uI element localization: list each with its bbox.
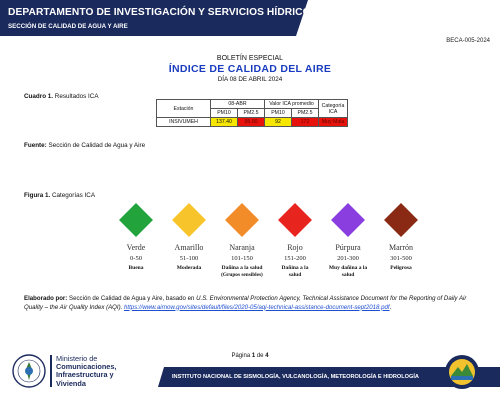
sub-header-pm25: PM2.5 <box>238 109 265 118</box>
value-cell: 92 <box>265 118 292 127</box>
category-diamond-icon <box>225 203 259 237</box>
category-diamond-icon <box>278 203 312 237</box>
category-range: 101-150 <box>231 255 253 262</box>
insivumeh-logo-icon <box>444 354 480 390</box>
elaborated-label: Elaborado por: <box>24 295 68 302</box>
guatemala-seal-icon <box>12 354 46 388</box>
category-name: Rojo <box>287 243 303 252</box>
category-name: Púrpura <box>335 243 361 252</box>
ica-results-table <box>156 99 348 127</box>
category-label: Moderada <box>176 265 202 271</box>
category-name: Marrón <box>389 243 413 252</box>
sub-header-avg-pm25: PM2.5 <box>292 109 319 118</box>
category-name: Verde <box>126 243 146 252</box>
value-cell: 172 <box>292 118 319 127</box>
category-range: 51-100 <box>179 255 199 262</box>
elaborated-end: . <box>389 303 392 311</box>
elaborated-by-note <box>24 295 480 312</box>
category-range: 301-500 <box>390 255 412 262</box>
bulletin-date: DÍA 08 DE ABRIL 2024 <box>217 76 283 83</box>
sub-header-pm10: PM10 <box>211 109 238 118</box>
station-header: Estación <box>157 100 211 118</box>
document-id: BECA-005-2024 <box>446 38 490 44</box>
category-diamond-icon <box>119 203 153 237</box>
table-caption-label: Cuadro 1. <box>24 93 54 100</box>
avg-group-header: Valor ICA promedio <box>265 100 319 109</box>
category-extra: (Grupos sensibles) <box>221 272 263 279</box>
bulletin-kind: BOLETÍN ESPECIAL <box>216 55 284 62</box>
category-diamond-icon <box>384 203 418 237</box>
ministry-line: Ministerio de <box>56 354 98 363</box>
value-cell: 137.40 <box>211 118 238 127</box>
figure-caption <box>24 192 95 199</box>
category-naranja <box>216 208 268 278</box>
date-group-header: 08-ABR <box>211 100 265 109</box>
category-name: Amarillo <box>174 243 204 252</box>
station-cell: INSIVUMEH <box>157 118 211 127</box>
page-mid: de <box>255 353 266 359</box>
elaborated-reference: U.S. Environmental Protection Agency, Technical Assistance Document for the Reporting of Daily Air Quality – the Air Quality Index (AQI). <box>24 295 467 311</box>
institute-name: INSTITUTO NACIONAL DE SISMOLOGÍA, VULCANOLOGÍA, METEOROLOGÍA E HIDROLOGÍA <box>172 374 419 380</box>
category-cell: Muy Mala <box>319 118 348 127</box>
table-caption-text: Resultados ICA <box>54 93 99 100</box>
category-diamond-icon <box>331 203 365 237</box>
category-marron <box>375 208 427 272</box>
value-cell: 95.00 <box>238 118 265 127</box>
ministry-line: Vivienda <box>56 378 86 388</box>
category-label: Dañina a la salud <box>221 265 263 271</box>
header-subtitle: SECCIÓN DE CALIDAD DE AGUA Y AIRE <box>8 23 128 30</box>
category-range: 151-200 <box>284 255 306 262</box>
category-verde <box>110 208 162 272</box>
reference-link[interactable]: https://www.airnow.gov/sites/default/files/2020-05/aqi-technical-assistance-document-sept2018.pdf <box>124 303 390 311</box>
figure-caption-text: Categorías ICA <box>52 192 96 199</box>
ministry-name <box>56 355 116 388</box>
category-range: 201-300 <box>337 255 359 262</box>
bulletin-title: ÍNDICE DE CALIDAD DEL AIRE <box>168 63 332 75</box>
source-label: Fuente: <box>24 142 47 149</box>
header-banner-shape <box>0 0 308 36</box>
category-purpura <box>322 208 374 280</box>
elaborated-text: Sección de Calidad de Agua y Aire, basado en <box>69 295 195 302</box>
header-title: DEPARTAMENTO DE INVESTIGACIÓN Y SERVICIOS HÍDRICOS <box>8 7 318 18</box>
category-label: Peligrosa <box>390 265 412 271</box>
source-note <box>24 142 145 149</box>
ica-categories <box>110 208 430 288</box>
category-name: Naranja <box>229 243 255 252</box>
category-amarillo <box>163 208 215 272</box>
category-header: Categoría ICA <box>319 100 348 118</box>
table-caption <box>24 93 99 100</box>
page-prefix: Página <box>231 353 252 359</box>
header-banner <box>0 0 318 36</box>
category-label: Dañina a la salud <box>281 265 309 279</box>
category-diamond-icon <box>172 203 206 237</box>
category-label: Buena <box>128 265 144 271</box>
page-total: 4 <box>265 353 269 359</box>
ministry-line: Comunicaciones, <box>56 362 117 372</box>
ministry-divider <box>50 355 52 387</box>
category-rojo <box>269 208 321 280</box>
source-text: Sección de Calidad de Agua y Aire <box>48 142 146 149</box>
table-row <box>157 118 348 127</box>
ministry-line: Infraestructura y <box>56 370 114 380</box>
category-label: Muy dañina a la salud <box>328 265 368 279</box>
sub-header-avg-pm10: PM10 <box>265 109 292 118</box>
page-current: 1 <box>251 353 256 359</box>
figure-caption-label: Figura 1. <box>24 192 51 199</box>
category-range: 0-50 <box>130 255 142 262</box>
